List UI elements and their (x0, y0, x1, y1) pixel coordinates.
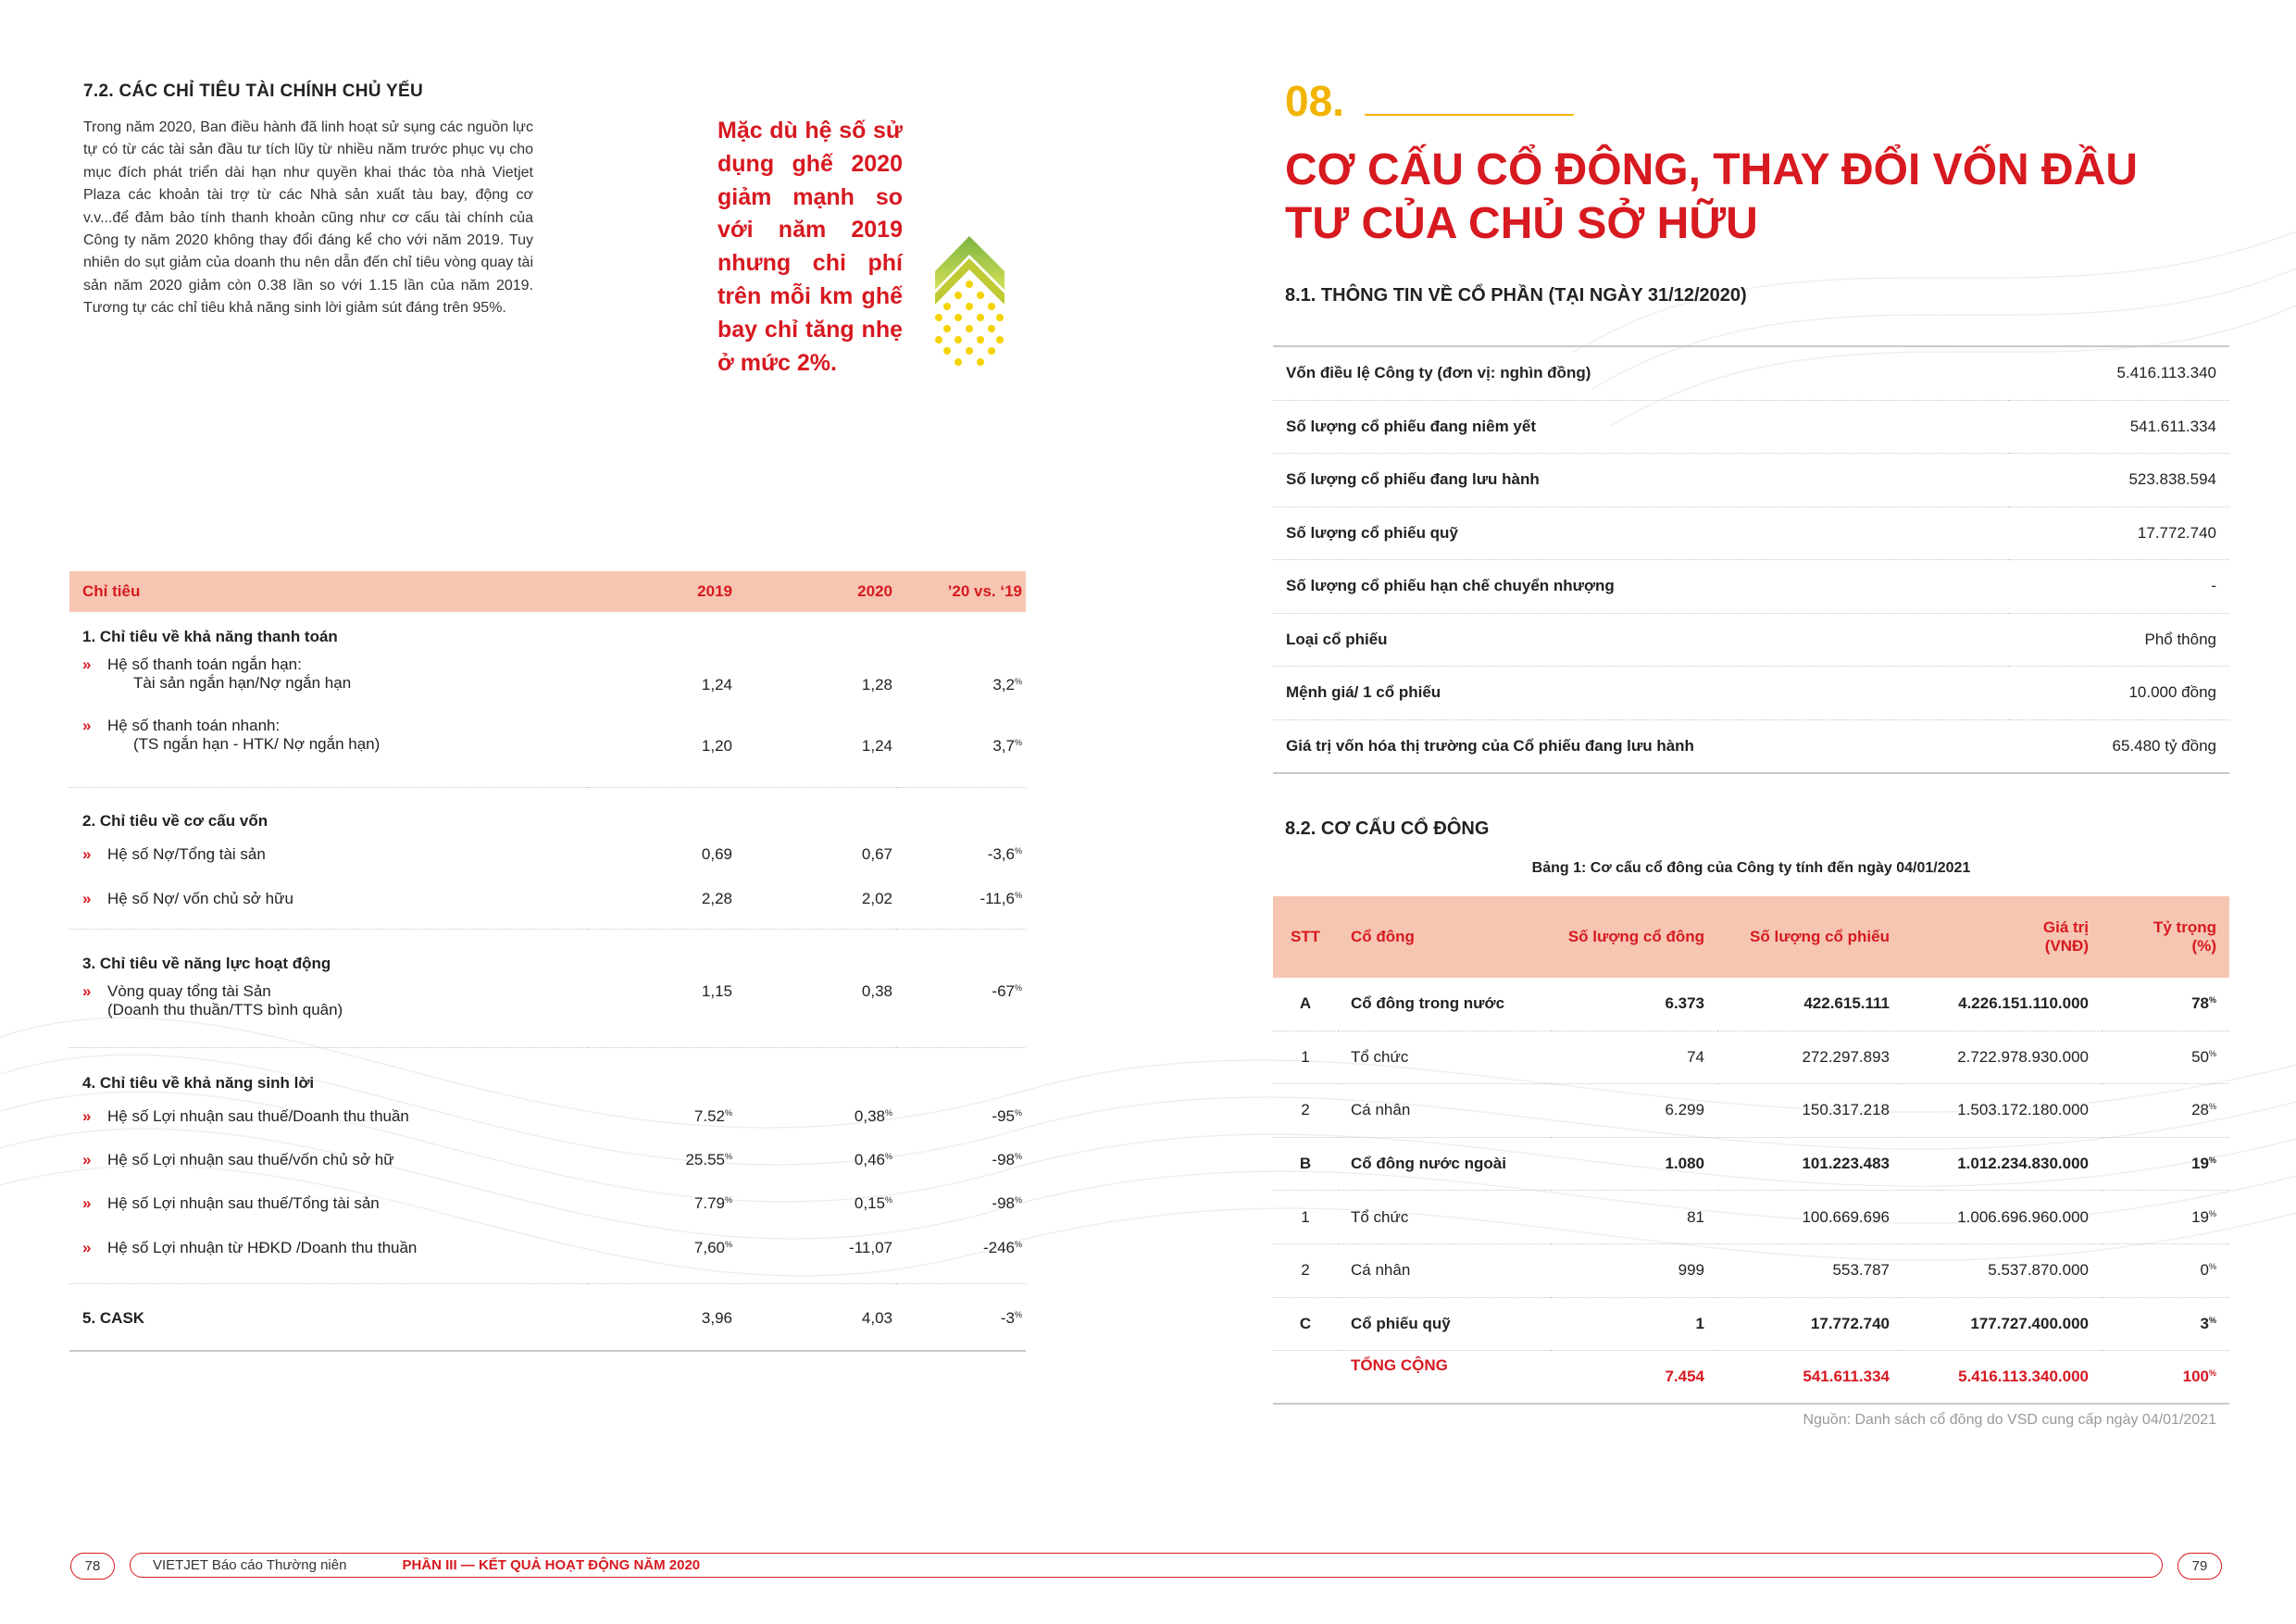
col-header-pct-line2: (%) (2191, 937, 2216, 955)
table-row (1273, 667, 2229, 720)
row-value: 2.722.978.930.000 (1903, 1031, 2102, 1084)
total-label: TỔNG CỘNG (1338, 1351, 1551, 1405)
row-label: Hệ số thanh toán nhanh: (107, 717, 281, 734)
row-holder: Cổ đông nước ngoài (1338, 1137, 1551, 1191)
source-note: Nguồn: Danh sách cổ đông do VSD cung cấp ngày 04/01/2021 (1803, 1412, 2216, 1428)
row-stt: 2 (1273, 1084, 1338, 1138)
group-title-row (69, 1074, 1026, 1107)
row-value: 1.006.696.960.000 (1903, 1191, 2102, 1244)
value-change: -67 (992, 982, 1015, 1000)
section-title: CƠ CẤU CỔ ĐÔNG, THAY ĐỔI VỐN ĐẦU TƯ CỦA CHỦ SỞ HỮU (1285, 145, 2139, 248)
row-stt: 1 (1273, 1031, 1338, 1084)
value-2020: 0,67 (861, 844, 892, 863)
info-key: Số lượng cổ phiếu hạn chế chuyển nhượng (1273, 560, 2009, 614)
col-header-indicator: Chỉ tiêu (69, 571, 588, 612)
group-title: 1. Chỉ tiêu về khả năng thanh toán (82, 628, 338, 645)
table-total-row (1273, 1351, 2229, 1405)
row-shares: 101.223.483 (1717, 1137, 1903, 1191)
table-header-row (1273, 896, 2229, 978)
row-value: 1.012.234.830.000 (1903, 1137, 2102, 1191)
value-2020: 0,38 (854, 1106, 885, 1125)
row-count: 6.373 (1551, 978, 1717, 1031)
section-number: 08. (1285, 77, 1344, 125)
value-change: -98 (992, 1193, 1015, 1212)
percent-unit: % (1014, 1151, 1022, 1161)
col-header-pct-line1: Tỷ trọng (2153, 918, 2216, 936)
section-body-text: Trong năm 2020, Ban điều hành đã linh hoạt sử sụng các nguồn lực tự có từ các tài sản đầu tư tích lũy từ nhiều năm trước phục vụ cho mục đích phát triển dài hạn như quyền khai thác tòa nhà Vietjet Plaza các khoản tài trợ từ các Nhà sản xuất tàu bay, động cơ v.v...để đảm bảo tính thanh khoản cũng như cơ cấu tài chính của Công ty năm 2020 không thay đổi đáng kể cho với năm 2019. Tuy nhiên do sụt giảm của doanh thu nên dẫn đến chỉ tiêu vòng quay tài sản năm 2020 giảm còn 0.38 lần so với 1.15 lần của năm 2019. Tương tự các chỉ tiêu khả năng sinh lời giảm sút đáng trên 95%. (83, 119, 533, 317)
value-2019: 1,24 (701, 676, 732, 693)
row-label: Hệ số Nợ/ vốn chủ sở hữu (107, 889, 293, 907)
row-holder: Cá nhân (1338, 1243, 1551, 1297)
row-label: Hệ số Lợi nhuận sau thuế/Doanh thu thuần (107, 1106, 409, 1125)
percent-unit: % (884, 1194, 892, 1205)
table-row (1273, 506, 2229, 560)
row-shares: 100.669.696 (1717, 1191, 1903, 1244)
group-title: 3. Chỉ tiêu về năng lực hoạt động (82, 955, 331, 972)
percent-unit: % (2208, 1208, 2216, 1218)
row-sublabel: (Doanh thu thuần/TTS bình quân) (107, 1001, 343, 1018)
row-stt: 2 (1273, 1243, 1338, 1297)
bullet-icon: » (82, 1238, 92, 1256)
value-change: -3 (1000, 1309, 1015, 1327)
info-key: Loại cổ phiếu (1273, 613, 2009, 667)
table-row (69, 1194, 1026, 1239)
percent-unit: % (1014, 983, 1022, 993)
table-row (69, 1151, 1026, 1194)
subsection-title-8-1: 8.1. THÔNG TIN VỀ CỔ PHẦN (TẠI NGÀY 31/12/2020) (1285, 285, 1747, 306)
percent-unit: % (724, 1107, 732, 1118)
row-pct: 19 (2191, 1207, 2209, 1226)
section-number-rule (1365, 114, 1574, 116)
row-pct: 78 (2191, 994, 2209, 1013)
percent-unit: % (1014, 845, 1022, 856)
share-info-table (1273, 345, 2229, 774)
table-row (1273, 1084, 2229, 1138)
page-number-left: 78 (70, 1553, 115, 1580)
total-shares: 541.611.334 (1717, 1351, 1903, 1405)
row-stt: A (1273, 978, 1338, 1031)
value-2019: 3,96 (701, 1309, 732, 1327)
percent-unit: % (1014, 677, 1022, 686)
info-key: Vốn điều lệ Công ty (đơn vị: nghìn đồng) (1273, 346, 2009, 400)
info-value: 523.838.594 (2009, 454, 2229, 507)
row-label: Vòng quay tổng tài Sản (107, 982, 271, 1000)
info-value: - (2009, 560, 2229, 614)
bullet-icon: » (82, 982, 92, 1000)
value-change: 3,7 (992, 737, 1015, 755)
row-count: 74 (1551, 1031, 1717, 1084)
info-key: Số lượng cổ phiếu quỹ (1273, 506, 2009, 560)
row-value: 1.503.172.180.000 (1903, 1084, 2102, 1138)
value-2019: 7.79 (693, 1193, 725, 1212)
group-title: 4. Chỉ tiêu về khả năng sinh lời (82, 1073, 315, 1092)
row-holder: Tổ chức (1338, 1191, 1551, 1244)
footer-bar (130, 1553, 2163, 1578)
percent-unit: % (2208, 995, 2216, 1006)
percent-unit: % (2208, 1048, 2216, 1058)
percent-unit: % (2208, 1156, 2216, 1166)
row-count: 6.299 (1551, 1084, 1717, 1138)
row-sublabel: Tài sản ngắn hạn/Nợ ngắn hạn (133, 674, 352, 692)
group-title-row (69, 955, 1026, 982)
row-stt: C (1273, 1297, 1338, 1351)
value-2019: 1,15 (588, 982, 736, 1048)
page-number-right: 79 (2177, 1553, 2222, 1580)
info-key: Giá trị vốn hóa thị trường của Cổ phiếu đang lưu hành (1273, 719, 2009, 773)
row-pct: 19 (2191, 1155, 2209, 1173)
bullet-icon: » (82, 1150, 92, 1168)
row-value: 4.226.151.110.000 (1903, 978, 2102, 1031)
col-header-shares: Số lượng cổ phiếu (1717, 896, 1903, 978)
info-value: Phổ thông (2009, 613, 2229, 667)
percent-unit: % (2208, 1368, 2216, 1379)
value-2019: 7.52 (693, 1106, 725, 1125)
value-change: -11,6 (980, 889, 1015, 907)
total-count: 7.454 (1551, 1351, 1717, 1405)
value-2020: -11,07 (849, 1238, 892, 1256)
row-holder: Cổ phiếu quỹ (1338, 1297, 1551, 1351)
table-row (1273, 454, 2229, 507)
value-change: -98 (992, 1150, 1015, 1168)
table-row (1273, 1297, 2229, 1351)
percent-unit: % (1014, 738, 1022, 747)
percent-unit: % (1014, 1310, 1022, 1319)
col-header-2019: 2019 (588, 571, 736, 612)
percent-unit: % (1014, 1194, 1022, 1205)
row-value: 5.537.870.000 (1903, 1243, 2102, 1297)
bullet-icon: » (82, 656, 92, 673)
info-key: Số lượng cổ phiếu đang niêm yết (1273, 400, 2009, 454)
col-header-value-line2: (VNĐ) (2044, 937, 2089, 955)
info-value: 10.000 đồng (2009, 667, 2229, 720)
table-row (1273, 1191, 2229, 1244)
subsection-title-8-2: 8.2. CƠ CẤU CỔ ĐÔNG (1285, 818, 1490, 839)
growth-arrow-icon (935, 236, 1004, 370)
table-caption: Bảng 1: Cơ cấu cổ đông của Công ty tính đến ngày 04/01/2021 (1531, 860, 1971, 876)
value-2020: 1,24 (736, 717, 896, 788)
row-pct: 3 (2200, 1314, 2209, 1332)
info-value: 541.611.334 (2009, 400, 2229, 454)
section-title-7-2: 7.2. CÁC CHỈ TIÊU TÀI CHÍNH CHỦ YẾU (83, 81, 423, 101)
row-holder: Tổ chức (1338, 1031, 1551, 1084)
value-change: 3,2 (992, 676, 1015, 693)
financial-indicators-table (69, 571, 1026, 1352)
table-row (69, 982, 1026, 1048)
row-label: Hệ số thanh toán ngắn hạn: (107, 656, 302, 673)
row-holder: Cổ đông trong nước (1338, 978, 1551, 1031)
percent-unit: % (2208, 1315, 2216, 1325)
table-row (69, 845, 1026, 890)
percent-unit: % (884, 1151, 892, 1161)
table-row (1273, 346, 2229, 400)
percent-unit: % (1014, 1239, 1022, 1249)
table-row (1273, 1031, 2229, 1084)
row-shares: 553.787 (1717, 1243, 1903, 1297)
bullet-icon: » (82, 717, 92, 734)
row-pct: 50 (2191, 1047, 2209, 1066)
total-pct: 100 (2182, 1368, 2209, 1386)
table-row (69, 890, 1026, 930)
table-row (1273, 719, 2229, 773)
group-title: 2. Chỉ tiêu về cơ cấu vốn (82, 811, 268, 830)
table-row (1273, 1243, 2229, 1297)
report-name: VIETJET Báo cáo Thường niên (153, 1557, 347, 1573)
value-change: -95 (992, 1106, 1015, 1125)
row-holder: Cá nhân (1338, 1084, 1551, 1138)
row-count: 1 (1551, 1297, 1717, 1351)
percent-unit: % (724, 1194, 732, 1205)
row-count: 999 (1551, 1243, 1717, 1297)
percent-unit: % (724, 1239, 732, 1249)
col-header-count: Số lượng cổ đông (1551, 896, 1717, 978)
col-header-value-line1: Giá trị (2042, 918, 2089, 936)
bullet-icon: » (82, 1106, 92, 1125)
row-label: Hệ số Nợ/Tổng tài sản (107, 844, 266, 863)
value-2019: 25.55 (685, 1150, 725, 1168)
info-key: Số lượng cổ phiếu đang lưu hành (1273, 454, 2009, 507)
row-count: 1.080 (1551, 1137, 1717, 1191)
info-value: 65.480 tỷ đồng (2009, 719, 2229, 773)
percent-unit: % (1014, 890, 1022, 900)
table-header-row (69, 571, 1026, 612)
row-pct: 28 (2191, 1101, 2209, 1119)
highlight-callout: Mặc dù hệ số sử dụng ghế 2020 giảm mạnh so với năm 2019 nhưng chi phí trên mỗi km ghế bay chỉ tăng nhẹ ở mức 2%. (718, 118, 903, 376)
group-title-row (69, 812, 1026, 845)
percent-unit: % (724, 1151, 732, 1161)
row-shares: 150.317.218 (1717, 1084, 1903, 1138)
col-header-2020: 2020 (736, 571, 896, 612)
info-key: Mệnh giá/ 1 cổ phiếu (1273, 667, 2009, 720)
value-change: -246 (982, 1238, 1015, 1256)
row-shares: 272.297.893 (1717, 1031, 1903, 1084)
value-2020: 2,02 (736, 890, 896, 930)
col-header-change: ’20 vs. ‘19 (896, 571, 1026, 612)
table-row (69, 656, 1026, 717)
table-row (69, 1107, 1026, 1151)
row-stt: 1 (1273, 1191, 1338, 1244)
value-2019: 0,69 (701, 844, 732, 863)
table-row (1273, 978, 2229, 1031)
value-2019: 7,60 (693, 1238, 725, 1256)
row-stt: B (1273, 1137, 1338, 1191)
row-sublabel: (TS ngắn hạn - HTK/ Nợ ngắn hạn) (133, 735, 381, 753)
bullet-icon: » (82, 889, 92, 907)
col-header-value (1903, 896, 2102, 978)
bullet-icon: » (82, 1193, 92, 1212)
value-change: -3,6 (987, 844, 1015, 863)
row-label: Hệ số Lợi nhuận sau thuế/Tổng tài sản (107, 1193, 380, 1212)
percent-unit: % (1014, 1107, 1022, 1118)
percent-unit: % (2208, 1102, 2216, 1112)
table-row (1273, 400, 2229, 454)
table-row (1273, 1137, 2229, 1191)
table-row (69, 1239, 1026, 1284)
value-2020: 0,38 (736, 982, 896, 1048)
table-row (69, 717, 1026, 788)
value-2020: 4,03 (861, 1309, 892, 1327)
part-title: PHẦN III — KẾT QUẢ HOẠT ĐỘNG NĂM 2020 (402, 1557, 701, 1573)
total-value: 5.416.113.340.000 (1903, 1351, 2102, 1405)
value-2019: 2,28 (588, 890, 736, 930)
value-2020: 1,28 (861, 676, 892, 693)
table-row (69, 1309, 1026, 1351)
shareholder-structure-table (1273, 896, 2229, 1405)
row-shares: 17.772.740 (1717, 1297, 1903, 1351)
row-value: 177.727.400.000 (1903, 1297, 2102, 1351)
row-label: Hệ số Lợi nhuận từ HĐKD /Doanh thu thuần (107, 1238, 418, 1256)
bullet-icon: » (82, 844, 92, 863)
row-label: Hệ số Lợi nhuận sau thuế/vốn chủ sở hữ (107, 1150, 394, 1168)
info-value: 5.416.113.340 (2009, 346, 2229, 400)
col-header-pct (2102, 896, 2229, 978)
row-pct: 0 (2200, 1261, 2209, 1280)
col-header-holder: Cổ đông (1338, 896, 1551, 978)
value-2019: 1,20 (588, 717, 736, 788)
percent-unit: % (2208, 1262, 2216, 1272)
group-title: 5. CASK (82, 1309, 145, 1327)
info-value: 17.772.740 (2009, 506, 2229, 560)
value-2020: 0,15 (854, 1193, 885, 1212)
table-row (1273, 560, 2229, 614)
group-title-row (69, 628, 1026, 656)
row-count: 81 (1551, 1191, 1717, 1244)
col-header-stt: STT (1273, 896, 1338, 978)
value-2020: 0,46 (854, 1150, 885, 1168)
row-shares: 422.615.111 (1717, 978, 1903, 1031)
table-row (1273, 613, 2229, 667)
percent-unit: % (884, 1107, 892, 1118)
